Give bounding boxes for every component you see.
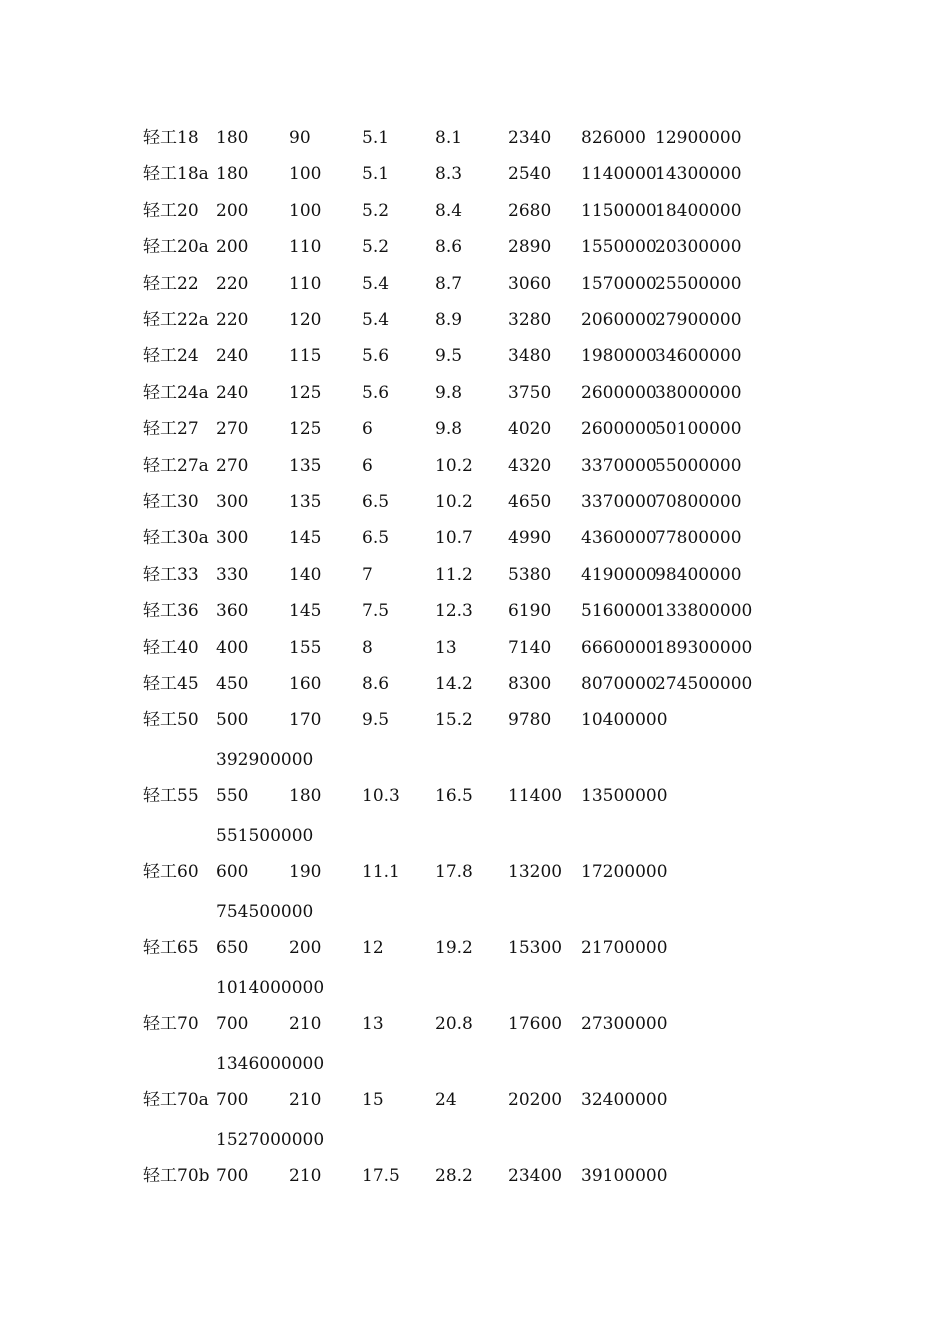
cell-h: 360 bbox=[216, 601, 249, 622]
cell-a: 4320 bbox=[508, 455, 552, 476]
cell-w: 4190000 bbox=[581, 564, 657, 585]
cell-i: 25500000 bbox=[655, 273, 742, 294]
cell-i: 189300000 bbox=[655, 637, 753, 658]
table-row bbox=[0, 637, 950, 667]
cell-a: 2340 bbox=[508, 128, 552, 148]
cell-i: 98400000 bbox=[655, 564, 742, 585]
cell-h: 550 bbox=[216, 786, 249, 807]
cell-b: 155 bbox=[289, 637, 322, 658]
cell-h: 700 bbox=[216, 1166, 249, 1187]
cell-w: 27300000 bbox=[581, 1014, 668, 1035]
cell-i: 754500000 bbox=[216, 902, 314, 923]
cell-a: 8300 bbox=[508, 674, 552, 694]
cell-w: 5160000 bbox=[581, 601, 657, 622]
cell-w: 1150000 bbox=[581, 200, 657, 221]
cell-b: 160 bbox=[289, 674, 322, 694]
cell-h: 240 bbox=[216, 382, 249, 403]
cell-w: 1140000 bbox=[581, 164, 657, 185]
cell-i: 27900000 bbox=[655, 310, 742, 330]
cell-a: 11400 bbox=[508, 786, 563, 807]
cell-w: 10400000 bbox=[581, 710, 668, 731]
cell-i: 34600000 bbox=[655, 346, 742, 367]
cell-b: 140 bbox=[289, 564, 322, 585]
cell-name: 轻工50 bbox=[143, 710, 199, 731]
cell-name: 轻工70b bbox=[143, 1166, 210, 1187]
cell-d: 5.4 bbox=[362, 310, 390, 330]
cell-d: 15 bbox=[362, 1090, 384, 1111]
cell-d: 6 bbox=[362, 419, 373, 440]
cell-i: 50100000 bbox=[655, 419, 742, 440]
cell-t: 28.2 bbox=[435, 1166, 473, 1187]
cell-i: 38000000 bbox=[655, 382, 742, 403]
cell-name: 轻工40 bbox=[143, 637, 199, 658]
cell-w: 3370000 bbox=[581, 455, 657, 476]
cell-name: 轻工45 bbox=[143, 674, 199, 694]
cell-t: 16.5 bbox=[435, 786, 473, 807]
cell-a: 2890 bbox=[508, 237, 552, 258]
cell-a: 3060 bbox=[508, 273, 552, 294]
table-row bbox=[0, 1089, 950, 1119]
cell-name: 轻工22a bbox=[143, 310, 209, 330]
cell-h: 700 bbox=[216, 1090, 249, 1111]
table-row bbox=[0, 709, 950, 739]
table-row bbox=[0, 309, 950, 339]
cell-w: 39100000 bbox=[581, 1166, 668, 1187]
cell-b: 200 bbox=[289, 938, 322, 959]
table-row bbox=[0, 861, 950, 891]
cell-a: 3480 bbox=[508, 346, 552, 367]
cell-a: 5380 bbox=[508, 564, 552, 585]
cell-i: 133800000 bbox=[655, 601, 753, 622]
cell-name: 轻工24 bbox=[143, 346, 199, 367]
cell-t: 10.7 bbox=[435, 528, 473, 549]
cell-t: 19.2 bbox=[435, 938, 473, 959]
cell-d: 8.6 bbox=[362, 674, 390, 694]
table-row bbox=[0, 673, 950, 703]
cell-b: 100 bbox=[289, 200, 322, 221]
table-row bbox=[0, 1013, 950, 1043]
cell-d: 10.3 bbox=[362, 786, 400, 807]
cell-h: 220 bbox=[216, 273, 249, 294]
cell-d: 5.4 bbox=[362, 273, 390, 294]
table-row bbox=[0, 273, 950, 303]
cell-d: 11.1 bbox=[362, 862, 400, 883]
cell-w: 2600000 bbox=[581, 382, 657, 403]
cell-b: 135 bbox=[289, 492, 322, 512]
cell-a: 7140 bbox=[508, 637, 552, 658]
table-row bbox=[0, 1165, 950, 1195]
cell-a: 6190 bbox=[508, 601, 552, 622]
cell-i: 274500000 bbox=[655, 674, 753, 694]
cell-t: 10.2 bbox=[435, 455, 473, 476]
cell-b: 125 bbox=[289, 419, 322, 440]
cell-t: 20.8 bbox=[435, 1014, 473, 1035]
cell-h: 180 bbox=[216, 128, 249, 148]
cell-d: 9.5 bbox=[362, 710, 390, 731]
cell-h: 330 bbox=[216, 564, 249, 585]
table-row bbox=[0, 236, 950, 266]
table-row-continuation bbox=[0, 901, 950, 931]
cell-d: 5.6 bbox=[362, 382, 390, 403]
cell-i: 20300000 bbox=[655, 237, 742, 258]
cell-d: 5.1 bbox=[362, 164, 390, 185]
cell-name: 轻工30a bbox=[143, 528, 209, 549]
cell-h: 270 bbox=[216, 419, 249, 440]
cell-t: 11.2 bbox=[435, 564, 473, 585]
cell-b: 170 bbox=[289, 710, 322, 731]
cell-d: 12 bbox=[362, 938, 384, 959]
cell-t: 8.3 bbox=[435, 164, 463, 185]
cell-b: 210 bbox=[289, 1166, 322, 1187]
cell-b: 145 bbox=[289, 601, 322, 622]
cell-a: 2540 bbox=[508, 164, 552, 185]
cell-w: 826000 bbox=[581, 128, 646, 148]
cell-a: 23400 bbox=[508, 1166, 563, 1187]
cell-d: 5.1 bbox=[362, 128, 390, 148]
table-row-continuation bbox=[0, 977, 950, 1007]
cell-w: 1570000 bbox=[581, 273, 657, 294]
cell-t: 14.2 bbox=[435, 674, 473, 694]
cell-name: 轻工18 bbox=[143, 128, 199, 148]
cell-w: 32400000 bbox=[581, 1090, 668, 1111]
cell-a: 4990 bbox=[508, 528, 552, 549]
cell-t: 24 bbox=[435, 1090, 457, 1111]
cell-name: 轻工20 bbox=[143, 200, 199, 221]
cell-h: 200 bbox=[216, 200, 249, 221]
table-row-continuation bbox=[0, 1129, 950, 1159]
cell-b: 110 bbox=[289, 273, 322, 294]
cell-b: 125 bbox=[289, 382, 322, 403]
cell-b: 120 bbox=[289, 310, 322, 330]
cell-b: 115 bbox=[289, 346, 322, 367]
cell-name: 轻工24a bbox=[143, 382, 209, 403]
cell-w: 2600000 bbox=[581, 419, 657, 440]
cell-d: 7 bbox=[362, 564, 373, 585]
table-row-continuation bbox=[0, 749, 950, 779]
cell-a: 4020 bbox=[508, 419, 552, 440]
cell-name: 轻工33 bbox=[143, 564, 199, 585]
cell-h: 650 bbox=[216, 938, 249, 959]
cell-name: 轻工55 bbox=[143, 786, 199, 807]
cell-name: 轻工70a bbox=[143, 1090, 209, 1111]
cell-b: 190 bbox=[289, 862, 322, 883]
table-row-continuation bbox=[0, 1053, 950, 1083]
cell-i: 1014000000 bbox=[216, 978, 325, 999]
table-row bbox=[0, 455, 950, 485]
cell-h: 600 bbox=[216, 862, 249, 883]
cell-name: 轻工70 bbox=[143, 1014, 199, 1035]
cell-t: 13 bbox=[435, 637, 457, 658]
cell-h: 200 bbox=[216, 237, 249, 258]
cell-h: 700 bbox=[216, 1014, 249, 1035]
cell-a: 9780 bbox=[508, 710, 552, 731]
cell-i: 551500000 bbox=[216, 826, 314, 847]
cell-d: 6 bbox=[362, 455, 373, 476]
cell-t: 8.9 bbox=[435, 310, 463, 330]
cell-name: 轻工65 bbox=[143, 938, 199, 959]
table-row bbox=[0, 382, 950, 412]
cell-i: 1527000000 bbox=[216, 1130, 325, 1151]
cell-b: 210 bbox=[289, 1014, 322, 1035]
table-row bbox=[0, 163, 950, 193]
cell-name: 轻工27a bbox=[143, 455, 209, 476]
cell-d: 6.5 bbox=[362, 492, 390, 512]
cell-w: 1550000 bbox=[581, 237, 657, 258]
cell-t: 8.4 bbox=[435, 200, 463, 221]
cell-t: 8.7 bbox=[435, 273, 463, 294]
cell-d: 7.5 bbox=[362, 601, 390, 622]
table-row-continuation bbox=[0, 825, 950, 855]
cell-w: 21700000 bbox=[581, 938, 668, 959]
cell-h: 450 bbox=[216, 674, 249, 694]
cell-i: 1346000000 bbox=[216, 1054, 325, 1075]
cell-t: 15.2 bbox=[435, 710, 473, 731]
cell-w: 4360000 bbox=[581, 528, 657, 549]
cell-a: 15300 bbox=[508, 938, 563, 959]
cell-t: 8.1 bbox=[435, 128, 463, 148]
cell-d: 17.5 bbox=[362, 1166, 400, 1187]
table-row bbox=[0, 491, 950, 521]
cell-i: 18400000 bbox=[655, 200, 742, 221]
cell-name: 轻工60 bbox=[143, 862, 199, 883]
cell-b: 110 bbox=[289, 237, 322, 258]
cell-w: 2060000 bbox=[581, 310, 657, 330]
cell-d: 13 bbox=[362, 1014, 384, 1035]
cell-t: 12.3 bbox=[435, 601, 473, 622]
cell-t: 10.2 bbox=[435, 492, 473, 512]
cell-t: 17.8 bbox=[435, 862, 473, 883]
cell-i: 77800000 bbox=[655, 528, 742, 549]
cell-a: 3280 bbox=[508, 310, 552, 330]
cell-b: 180 bbox=[289, 786, 322, 807]
cell-h: 270 bbox=[216, 455, 249, 476]
cell-name: 轻工36 bbox=[143, 601, 199, 622]
cell-d: 6.5 bbox=[362, 528, 390, 549]
cell-t: 9.5 bbox=[435, 346, 463, 367]
cell-i: 392900000 bbox=[216, 750, 314, 771]
cell-b: 145 bbox=[289, 528, 322, 549]
table-row bbox=[0, 200, 950, 230]
cell-h: 300 bbox=[216, 528, 249, 549]
cell-a: 17600 bbox=[508, 1014, 563, 1035]
cell-t: 9.8 bbox=[435, 419, 463, 440]
cell-w: 3370000 bbox=[581, 492, 657, 512]
cell-w: 17200000 bbox=[581, 862, 668, 883]
table-row bbox=[0, 127, 950, 157]
cell-a: 3750 bbox=[508, 382, 552, 403]
cell-b: 135 bbox=[289, 455, 322, 476]
cell-h: 240 bbox=[216, 346, 249, 367]
cell-d: 5.2 bbox=[362, 200, 390, 221]
cell-b: 210 bbox=[289, 1090, 322, 1111]
cell-t: 8.6 bbox=[435, 237, 463, 258]
cell-h: 500 bbox=[216, 710, 249, 731]
table-row bbox=[0, 937, 950, 967]
cell-h: 300 bbox=[216, 492, 249, 512]
cell-d: 5.2 bbox=[362, 237, 390, 258]
cell-d: 8 bbox=[362, 637, 373, 658]
cell-b: 100 bbox=[289, 164, 322, 185]
cell-t: 9.8 bbox=[435, 382, 463, 403]
cell-w: 1980000 bbox=[581, 346, 657, 367]
cell-b: 90 bbox=[289, 128, 311, 148]
cell-a: 4650 bbox=[508, 492, 552, 512]
cell-w: 8070000 bbox=[581, 674, 657, 694]
cell-name: 轻工27 bbox=[143, 419, 199, 440]
cell-a: 13200 bbox=[508, 862, 563, 883]
cell-h: 220 bbox=[216, 310, 249, 330]
cell-a: 2680 bbox=[508, 200, 552, 221]
table-row bbox=[0, 345, 950, 375]
cell-i: 14300000 bbox=[655, 164, 742, 185]
cell-name: 轻工20a bbox=[143, 237, 209, 258]
cell-name: 轻工18a bbox=[143, 164, 209, 185]
cell-i: 55000000 bbox=[655, 455, 742, 476]
cell-h: 400 bbox=[216, 637, 249, 658]
cell-h: 180 bbox=[216, 164, 249, 185]
cell-a: 20200 bbox=[508, 1090, 563, 1111]
table-row bbox=[0, 527, 950, 557]
table-row bbox=[0, 418, 950, 448]
cell-d: 5.6 bbox=[362, 346, 390, 367]
table-row bbox=[0, 785, 950, 815]
table-row bbox=[0, 564, 950, 594]
cell-w: 13500000 bbox=[581, 786, 668, 807]
cell-i: 70800000 bbox=[655, 492, 742, 512]
cell-name: 轻工22 bbox=[143, 273, 199, 294]
cell-w: 6660000 bbox=[581, 637, 657, 658]
table-row bbox=[0, 600, 950, 630]
cell-i: 12900000 bbox=[655, 128, 742, 148]
cell-name: 轻工30 bbox=[143, 492, 199, 512]
